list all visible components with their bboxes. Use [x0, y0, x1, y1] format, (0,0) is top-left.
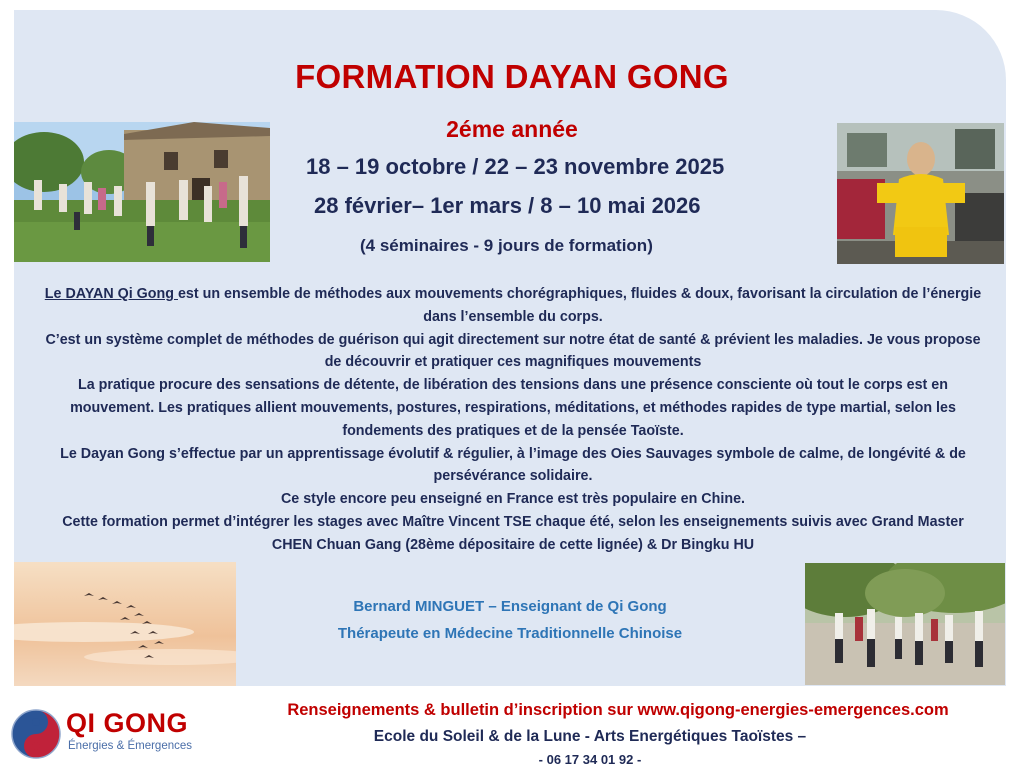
qigong-logo — [10, 704, 210, 770]
dates-line-2: 28 février– 1er mars / 8 – 10 mai 2026 — [314, 193, 701, 218]
description-text — [40, 283, 986, 557]
description-paragraph-2: C’est un système complet de méthodes de guérison qui agit directement sur notre état de santé & prévient les maladies. Je vous propose de découvrir et pratiquer ces magnifiques mouvements — [45, 331, 981, 371]
logo-name: QI GONG — [66, 708, 189, 738]
park-practice-photo — [805, 563, 1005, 685]
phone-number: - 06 17 34 01 92 - — [538, 752, 642, 767]
dayan-link-text: Le DAYAN Qi Gong — [44, 286, 178, 302]
school-name: Ecole du Soleil & de la Lune - Arts Energétiques Taoïstes – — [373, 728, 807, 745]
description-paragraph-1: Le DAYAN Qi Gong est un ensemble de méthodes aux mouvements chorégraphiques, fluides & doux, favorisant la circulation de l’énergie dans l’ensemble du corps. — [44, 286, 982, 325]
master-portrait-photo — [837, 123, 1004, 264]
description-paragraph-4: Le Dayan Gong s’effectue par un apprentissage évolutif & régulier, à l’image des Oies Sauvages symbole de calme, de longévité & de persévérance solidaire. — [60, 445, 966, 485]
description-paragraph-3: La pratique procure des sensations de détente, de libération des tensions dans une présence consciente où tout le corps est en mouvement. Les pratiques allient mouvements, postures, respirations, méditations, et méthodes rapides de type martial, selon les fondements des pratiques et de la pensée Taoïste. — [70, 377, 956, 439]
teacher-name: Bernard MINGUET – Enseignant de Qi Gong — [353, 598, 667, 615]
teacher-role: Thérapeute en Médecine Traditionnelle Chinoise — [337, 625, 683, 642]
description-paragraph-5: Ce style encore peu enseigné en France est très populaire en Chine. — [280, 491, 745, 508]
year-subtitle: 2éme année — [446, 116, 578, 142]
yin-yang-icon — [10, 708, 62, 760]
description-paragraph-6: Cette formation permet d’intégrer les stages avec Maître Vincent TSE chaque été, selon les enseignements suivis avec Grand Master CHEN Chuan Gang (28ème dépositaire de cette lignée) & Dr Bingku HU — [62, 513, 964, 553]
seminars-summary: (4 séminaires - 9 jours de formation) — [360, 236, 653, 255]
dates-line-1: 18 – 19 octobre / 22 – 23 novembre 2025 — [306, 154, 725, 179]
logo-tagline: Énergies & Émergences — [68, 740, 193, 752]
wild-geese-photo — [14, 562, 236, 686]
group-practice-photo — [14, 122, 270, 262]
page-title: FORMATION DAYAN GONG — [295, 58, 729, 95]
registration-info: Renseignements & bulletin d’inscription sur www.qigong-energies-emergences.com — [287, 701, 949, 719]
